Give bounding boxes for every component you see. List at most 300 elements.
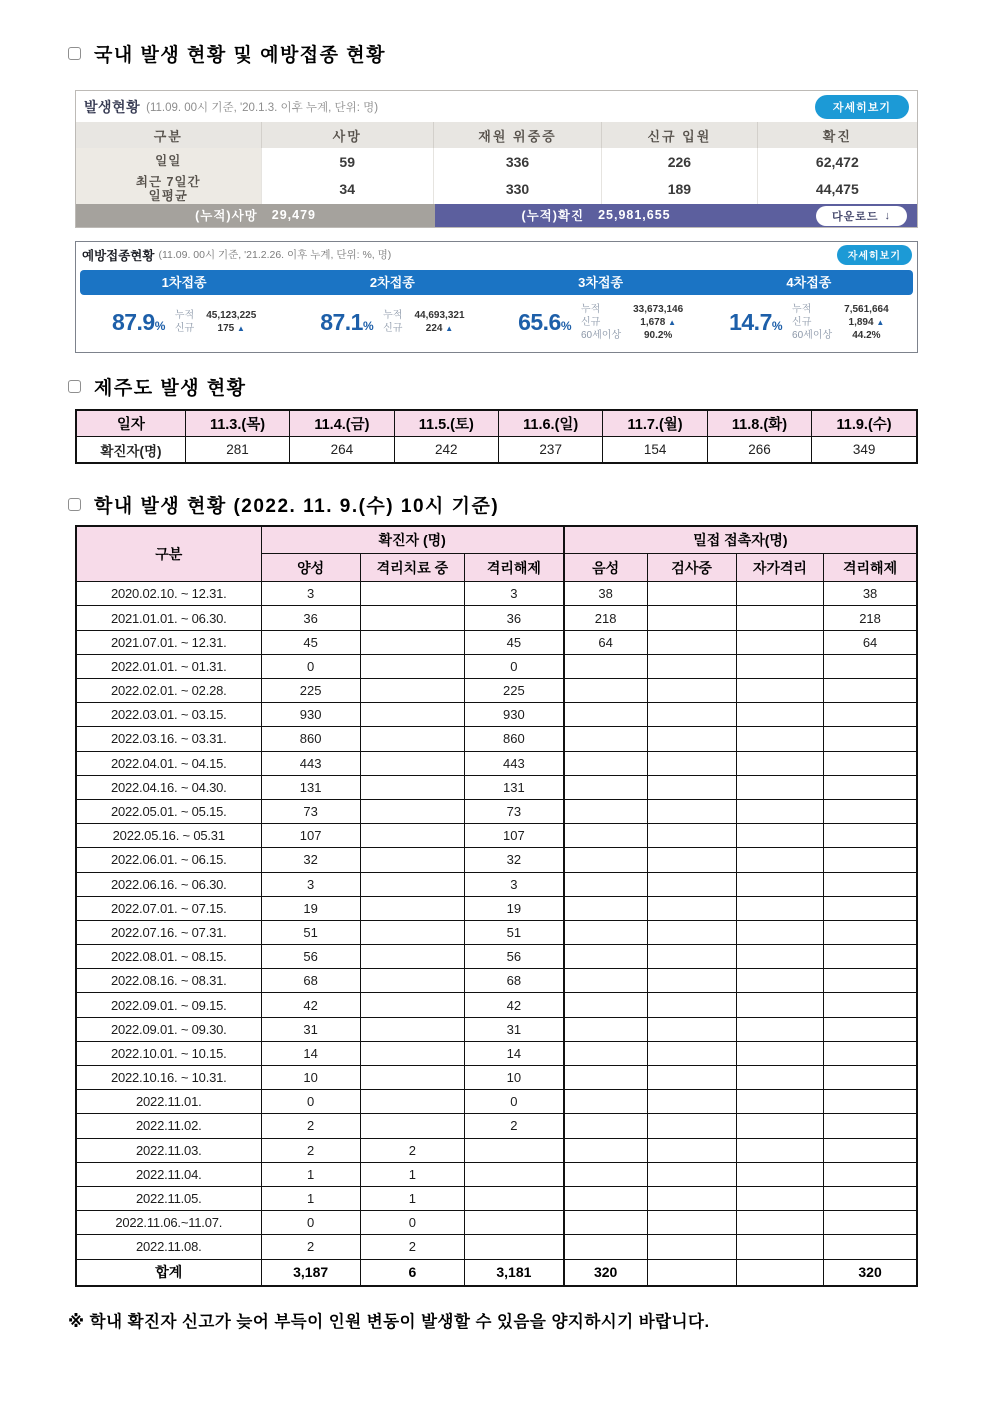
stat-label: 누적 bbox=[174, 310, 195, 322]
stat-label: 신규 bbox=[174, 323, 195, 335]
value-cell bbox=[736, 1211, 823, 1235]
total-value-cell bbox=[736, 1259, 823, 1286]
value-cell bbox=[824, 969, 917, 993]
value-cell bbox=[564, 1186, 647, 1210]
value-cell: 64 bbox=[824, 630, 917, 654]
value-cell bbox=[736, 872, 823, 896]
value-cell bbox=[564, 945, 647, 969]
table-row bbox=[76, 824, 917, 848]
value-cell: 45 bbox=[261, 630, 360, 654]
dose-2-percent: 87.1% bbox=[320, 309, 374, 336]
table-row bbox=[76, 1090, 917, 1114]
table-row bbox=[76, 969, 917, 993]
row-label-cell: 2022.04.01. ~ 04.15. bbox=[76, 751, 261, 775]
table-row bbox=[76, 751, 917, 775]
value-cell bbox=[564, 775, 647, 799]
value-cell bbox=[824, 1211, 917, 1235]
column-header: 검사중 bbox=[647, 554, 736, 582]
value-cell bbox=[647, 1211, 736, 1235]
value-cell bbox=[647, 582, 736, 606]
row-label-cell: 2022.11.08. bbox=[76, 1235, 261, 1259]
value-cell: 330 bbox=[433, 175, 601, 204]
value-cell: 10 bbox=[261, 1066, 360, 1090]
value-cell: 218 bbox=[564, 606, 647, 630]
value-cell: 19 bbox=[465, 896, 564, 920]
value-cell: 14 bbox=[261, 1041, 360, 1065]
column-header: 격리치료 중 bbox=[360, 554, 464, 582]
jeju-data-row bbox=[76, 437, 917, 463]
value-cell bbox=[360, 654, 464, 678]
stat-value: 90.2% bbox=[643, 329, 673, 341]
row-label-cell: 2022.02.01. ~ 02.28. bbox=[76, 679, 261, 703]
value-cell bbox=[564, 896, 647, 920]
value-cell bbox=[360, 969, 464, 993]
section-title-domestic bbox=[68, 40, 992, 67]
value-cell bbox=[824, 872, 917, 896]
value-cell bbox=[824, 993, 917, 1017]
table-row bbox=[76, 727, 917, 751]
value-cell bbox=[360, 582, 464, 606]
value-cell bbox=[736, 1066, 823, 1090]
dose-1-detail bbox=[175, 310, 256, 335]
value-cell bbox=[647, 1114, 736, 1138]
column-header: 양성 bbox=[261, 554, 360, 582]
row-label-cell: 2022.10.16. ~ 10.31. bbox=[76, 1066, 261, 1090]
occurrence-status-table bbox=[75, 90, 918, 228]
dose-1-percent: 87.9% bbox=[111, 309, 165, 336]
value-cell bbox=[465, 1138, 564, 1162]
value-cell bbox=[824, 920, 917, 944]
value-cell: 3 bbox=[261, 582, 360, 606]
table-row bbox=[76, 775, 917, 799]
table-row bbox=[76, 679, 917, 703]
column-header: 11.8.(화) bbox=[707, 410, 811, 437]
detail-view-button[interactable]: 자세히보기 bbox=[837, 245, 912, 265]
value-cell: 860 bbox=[465, 727, 564, 751]
value-cell: 3 bbox=[261, 872, 360, 896]
table-row bbox=[76, 630, 917, 654]
stat-label: 신규 bbox=[383, 323, 403, 335]
cumulative-death-label: (누적)사망 bbox=[195, 209, 258, 224]
column-header: 11.9.(수) bbox=[812, 410, 917, 437]
value-cell: 32 bbox=[465, 848, 564, 872]
stat-value: 1,894 ▲ bbox=[848, 316, 885, 328]
stat-value: 45,123,225 bbox=[206, 310, 257, 322]
value-cell bbox=[824, 1138, 917, 1162]
value-cell bbox=[647, 775, 736, 799]
total-value-cell bbox=[647, 1259, 736, 1286]
value-cell bbox=[360, 824, 464, 848]
row-label-line2: 일평균 bbox=[148, 189, 188, 204]
table-row bbox=[76, 945, 917, 969]
value-cell: 1 bbox=[360, 1162, 464, 1186]
jeju-table bbox=[75, 409, 918, 464]
value-cell bbox=[824, 848, 917, 872]
value-cell bbox=[736, 896, 823, 920]
value-cell bbox=[647, 848, 736, 872]
row-label-cell: 2022.07.01. ~ 07.15. bbox=[76, 896, 261, 920]
value-cell: 1 bbox=[261, 1186, 360, 1210]
value-cell bbox=[736, 630, 823, 654]
value-cell bbox=[647, 896, 736, 920]
download-button[interactable] bbox=[816, 206, 907, 226]
value-cell bbox=[736, 1017, 823, 1041]
row-label-cell: 2022.06.16. ~ 06.30. bbox=[76, 872, 261, 896]
row-label-cell: 일일 bbox=[76, 148, 261, 175]
value-cell bbox=[736, 727, 823, 751]
value-cell: 266 bbox=[707, 437, 811, 463]
school-total-row bbox=[76, 1259, 917, 1286]
value-cell bbox=[647, 606, 736, 630]
value-cell: 281 bbox=[185, 437, 289, 463]
school-table bbox=[75, 525, 918, 1287]
section-title-jeju bbox=[68, 373, 992, 400]
value-cell bbox=[736, 1114, 823, 1138]
value-cell: 73 bbox=[261, 799, 360, 823]
value-cell bbox=[736, 1186, 823, 1210]
value-cell bbox=[647, 751, 736, 775]
row-label-cell: 2022.11.04. bbox=[76, 1162, 261, 1186]
value-cell: 0 bbox=[261, 1211, 360, 1235]
value-cell: 68 bbox=[261, 969, 360, 993]
row-label-cell: 확진자(명) bbox=[76, 437, 185, 463]
up-triangle-icon: ▲ bbox=[668, 317, 676, 327]
checkbox-icon bbox=[68, 380, 81, 393]
table-row bbox=[76, 148, 917, 175]
value-cell bbox=[564, 727, 647, 751]
value-cell bbox=[824, 1090, 917, 1114]
value-cell: 73 bbox=[465, 799, 564, 823]
value-cell: 56 bbox=[261, 945, 360, 969]
value-cell bbox=[564, 1017, 647, 1041]
section-title-text: 제주도 발생 현황 bbox=[94, 377, 247, 399]
stat-label: 누적 bbox=[792, 303, 812, 315]
value-cell bbox=[564, 1211, 647, 1235]
total-value-cell: 320 bbox=[564, 1259, 647, 1286]
value-cell: 3 bbox=[465, 582, 564, 606]
value-cell: 242 bbox=[394, 437, 498, 463]
value-cell: 56 bbox=[465, 945, 564, 969]
value-cell bbox=[647, 1138, 736, 1162]
row-label-cell: 2022.03.01. ~ 03.15. bbox=[76, 703, 261, 727]
value-cell bbox=[736, 703, 823, 727]
value-cell bbox=[647, 1066, 736, 1090]
row-label-line1: 최근 7일간 bbox=[135, 175, 201, 189]
row-label-cell: 2021.01.01. ~ 06.30. bbox=[76, 606, 261, 630]
value-cell: 51 bbox=[261, 920, 360, 944]
value-cell: 42 bbox=[261, 993, 360, 1017]
value-cell bbox=[736, 654, 823, 678]
value-cell: 107 bbox=[465, 824, 564, 848]
vaccination-title: 예방접종현황 bbox=[82, 248, 155, 263]
column-header: 재원 위중증 bbox=[433, 122, 601, 148]
column-group-confirmed: 확진자 (명) bbox=[261, 526, 564, 554]
value-cell bbox=[736, 751, 823, 775]
vaccination-status-table bbox=[75, 241, 918, 353]
row-label-cell: 2022.08.16. ~ 08.31. bbox=[76, 969, 261, 993]
cumulative-death bbox=[76, 204, 435, 227]
occurrence-footer-bar bbox=[76, 204, 917, 227]
vaccination-titlebar bbox=[76, 242, 917, 268]
school-table-wrap bbox=[75, 525, 918, 1287]
value-cell bbox=[736, 824, 823, 848]
value-cell bbox=[360, 703, 464, 727]
column-header: 일자 bbox=[76, 410, 185, 437]
table-row bbox=[76, 703, 917, 727]
column-header: 구분 bbox=[76, 122, 261, 148]
value-cell bbox=[824, 824, 917, 848]
column-header: 11.4.(금) bbox=[290, 410, 394, 437]
value-cell: 14 bbox=[465, 1041, 564, 1065]
dose-4-stats bbox=[705, 304, 913, 342]
stat-value: 33,673,146 bbox=[633, 303, 684, 315]
value-cell bbox=[736, 848, 823, 872]
table-row bbox=[76, 1017, 917, 1041]
value-cell bbox=[360, 1114, 464, 1138]
stat-value: 175 ▲ bbox=[217, 323, 245, 335]
value-cell bbox=[360, 606, 464, 630]
value-cell bbox=[564, 679, 647, 703]
value-cell: 443 bbox=[261, 751, 360, 775]
value-cell: 36 bbox=[465, 606, 564, 630]
value-cell bbox=[736, 1138, 823, 1162]
value-cell bbox=[360, 993, 464, 1017]
value-cell: 64 bbox=[564, 630, 647, 654]
row-label-cell: 2022.11.01. bbox=[76, 1090, 261, 1114]
occurrence-title: 발생현황 bbox=[84, 99, 141, 115]
row-label-cell: 2020.02.10. ~ 12.31. bbox=[76, 582, 261, 606]
value-cell bbox=[736, 679, 823, 703]
value-cell: 2 bbox=[261, 1235, 360, 1259]
dose-header-label: 3차접종 bbox=[578, 274, 624, 290]
stat-label: 신규 bbox=[581, 316, 601, 328]
jeju-table-wrap bbox=[75, 409, 918, 464]
section-title-school bbox=[68, 491, 992, 518]
row-label-cell: 2021.07.01. ~ 12.31. bbox=[76, 630, 261, 654]
dose-3-percent: 65.6% bbox=[518, 309, 571, 336]
value-cell: 2 bbox=[465, 1114, 564, 1138]
dose-header-label: 4차접종 bbox=[786, 274, 832, 290]
value-cell bbox=[465, 1211, 564, 1235]
value-cell bbox=[647, 1090, 736, 1114]
value-cell: 131 bbox=[261, 775, 360, 799]
value-cell bbox=[360, 1017, 464, 1041]
value-cell bbox=[647, 1041, 736, 1065]
footnote: ※ 학내 확진자 신고가 늦어 부득이 인원 변동이 발생할 수 있음을 양지하시기 바랍니다. bbox=[68, 1313, 710, 1331]
value-cell: 0 bbox=[465, 1090, 564, 1114]
total-label-cell: 합계 bbox=[76, 1259, 261, 1286]
value-cell bbox=[647, 630, 736, 654]
value-cell: 38 bbox=[824, 582, 917, 606]
column-header: 사망 bbox=[261, 122, 433, 148]
value-cell bbox=[564, 1090, 647, 1114]
total-value-cell: 320 bbox=[824, 1259, 917, 1286]
value-cell bbox=[564, 654, 647, 678]
row-label-cell bbox=[76, 175, 261, 204]
table-row bbox=[76, 1138, 917, 1162]
value-cell: 0 bbox=[360, 1211, 464, 1235]
value-cell bbox=[647, 945, 736, 969]
dose-header-band bbox=[80, 270, 913, 295]
value-cell bbox=[360, 848, 464, 872]
dose-header-label: 2차접종 bbox=[369, 274, 415, 290]
table-row bbox=[76, 582, 917, 606]
value-cell bbox=[360, 751, 464, 775]
row-label-cell: 2022.11.05. bbox=[76, 1186, 261, 1210]
value-cell bbox=[647, 654, 736, 678]
table-row bbox=[76, 1066, 917, 1090]
stat-label: 누적 bbox=[383, 310, 403, 322]
value-cell: 0 bbox=[261, 1090, 360, 1114]
value-cell bbox=[736, 606, 823, 630]
stat-label: 60세이상 bbox=[792, 329, 833, 341]
occurrence-titlebar bbox=[76, 91, 917, 122]
row-label-cell: 2022.09.01. ~ 09.15. bbox=[76, 993, 261, 1017]
value-cell: 107 bbox=[261, 824, 360, 848]
value-cell: 2 bbox=[261, 1138, 360, 1162]
value-cell bbox=[824, 896, 917, 920]
value-cell: 349 bbox=[812, 437, 917, 463]
value-cell: 68 bbox=[465, 969, 564, 993]
download-button-label: 다운로드 bbox=[831, 211, 879, 224]
row-label-cell: 2022.03.16. ~ 03.31. bbox=[76, 727, 261, 751]
stat-value: 44,693,321 bbox=[414, 310, 465, 322]
value-cell: 2 bbox=[261, 1114, 360, 1138]
value-cell bbox=[465, 1235, 564, 1259]
table-row bbox=[76, 920, 917, 944]
value-cell: 264 bbox=[290, 437, 394, 463]
row-label-cell: 2022.10.01. ~ 10.15. bbox=[76, 1041, 261, 1065]
column-header: 11.6.(일) bbox=[499, 410, 603, 437]
checkbox-icon bbox=[68, 47, 81, 60]
value-cell: 34 bbox=[261, 175, 433, 204]
cumulative-confirmed-value: 25,981,655 bbox=[598, 208, 671, 223]
row-label-cell: 2022.05.01. ~ 05.15. bbox=[76, 799, 261, 823]
row-label-cell: 2022.11.06.~11.07. bbox=[76, 1211, 261, 1235]
dose-3-stats bbox=[497, 304, 705, 342]
value-cell bbox=[465, 1162, 564, 1186]
cumulative-death-value: 29,479 bbox=[271, 208, 316, 223]
table-row bbox=[76, 606, 917, 630]
value-cell bbox=[647, 679, 736, 703]
column-header-gubun: 구분 bbox=[76, 526, 261, 582]
value-cell: 218 bbox=[824, 606, 917, 630]
value-cell: 32 bbox=[261, 848, 360, 872]
value-cell bbox=[360, 896, 464, 920]
value-cell bbox=[564, 824, 647, 848]
value-cell bbox=[736, 582, 823, 606]
value-cell bbox=[564, 1138, 647, 1162]
row-label-cell: 2022.07.16. ~ 07.31. bbox=[76, 920, 261, 944]
value-cell bbox=[647, 920, 736, 944]
value-cell bbox=[647, 872, 736, 896]
value-cell bbox=[736, 1162, 823, 1186]
jeju-header-row bbox=[76, 410, 917, 437]
value-cell: 443 bbox=[465, 751, 564, 775]
cumulative-confirmed-label: (누적)확진 bbox=[521, 209, 585, 224]
column-header: 음성 bbox=[564, 554, 647, 582]
value-cell: 226 bbox=[602, 148, 758, 175]
occurrence-subtitle: (11.09. 00시 기준, '20.1.3. 이후 누계, 단위: 명) bbox=[146, 102, 379, 114]
column-header: 확진 bbox=[757, 122, 917, 148]
value-cell bbox=[824, 945, 917, 969]
value-cell: 59 bbox=[261, 148, 433, 175]
table-row bbox=[76, 175, 917, 204]
value-cell bbox=[647, 1186, 736, 1210]
value-cell bbox=[360, 1041, 464, 1065]
occurrence-table bbox=[76, 122, 917, 204]
value-cell: 10 bbox=[465, 1066, 564, 1090]
school-table-body bbox=[76, 582, 917, 1259]
stat-value: 1,678 ▲ bbox=[640, 316, 676, 328]
value-cell bbox=[647, 824, 736, 848]
table-row bbox=[76, 1186, 917, 1210]
value-cell: 336 bbox=[433, 148, 601, 175]
value-cell bbox=[647, 969, 736, 993]
value-cell bbox=[564, 703, 647, 727]
stat-label: 신규 bbox=[792, 316, 812, 328]
value-cell: 930 bbox=[465, 703, 564, 727]
value-cell bbox=[647, 799, 736, 823]
value-cell bbox=[647, 727, 736, 751]
up-triangle-icon: ▲ bbox=[876, 317, 885, 327]
column-header: 11.7.(월) bbox=[603, 410, 707, 437]
table-row bbox=[76, 993, 917, 1017]
value-cell: 19 bbox=[261, 896, 360, 920]
stat-value: 224 ▲ bbox=[425, 323, 454, 335]
table-row bbox=[76, 1162, 917, 1186]
download-icon: ↓ bbox=[884, 210, 891, 223]
column-header: 격리해제 bbox=[465, 554, 564, 582]
value-cell bbox=[736, 1235, 823, 1259]
value-cell: 44,475 bbox=[757, 175, 917, 204]
value-cell bbox=[564, 920, 647, 944]
dose-4-detail bbox=[792, 304, 889, 342]
value-cell bbox=[824, 1066, 917, 1090]
cumulative-confirmed bbox=[435, 204, 917, 227]
value-cell bbox=[736, 969, 823, 993]
stat-value: 7,561,664 bbox=[844, 303, 889, 315]
value-cell bbox=[564, 1235, 647, 1259]
dose-2-detail bbox=[383, 310, 464, 335]
stat-value: 44.2% bbox=[852, 329, 881, 341]
value-cell bbox=[360, 1090, 464, 1114]
value-cell bbox=[736, 920, 823, 944]
value-cell bbox=[647, 703, 736, 727]
value-cell: 38 bbox=[564, 582, 647, 606]
value-cell bbox=[564, 872, 647, 896]
value-cell bbox=[736, 1041, 823, 1065]
table-row bbox=[76, 848, 917, 872]
value-cell: 0 bbox=[261, 654, 360, 678]
dose-stats-row bbox=[76, 295, 917, 346]
value-cell bbox=[564, 751, 647, 775]
value-cell bbox=[564, 1162, 647, 1186]
value-cell: 225 bbox=[465, 679, 564, 703]
value-cell bbox=[824, 727, 917, 751]
table-row bbox=[76, 799, 917, 823]
column-header: 11.5.(토) bbox=[394, 410, 498, 437]
section-title-text: 학내 발생 현황 (2022. 11. 9.(수) 10시 기준) bbox=[94, 495, 500, 517]
detail-view-button[interactable]: 자세히보기 bbox=[815, 95, 909, 119]
value-cell: 154 bbox=[603, 437, 707, 463]
section-title-text: 국내 발생 현황 및 예방접종 현황 bbox=[94, 45, 386, 66]
value-cell bbox=[647, 1162, 736, 1186]
value-cell bbox=[824, 799, 917, 823]
value-cell bbox=[647, 993, 736, 1017]
value-cell bbox=[647, 1235, 736, 1259]
dose-4-percent: 14.7% bbox=[729, 309, 783, 336]
